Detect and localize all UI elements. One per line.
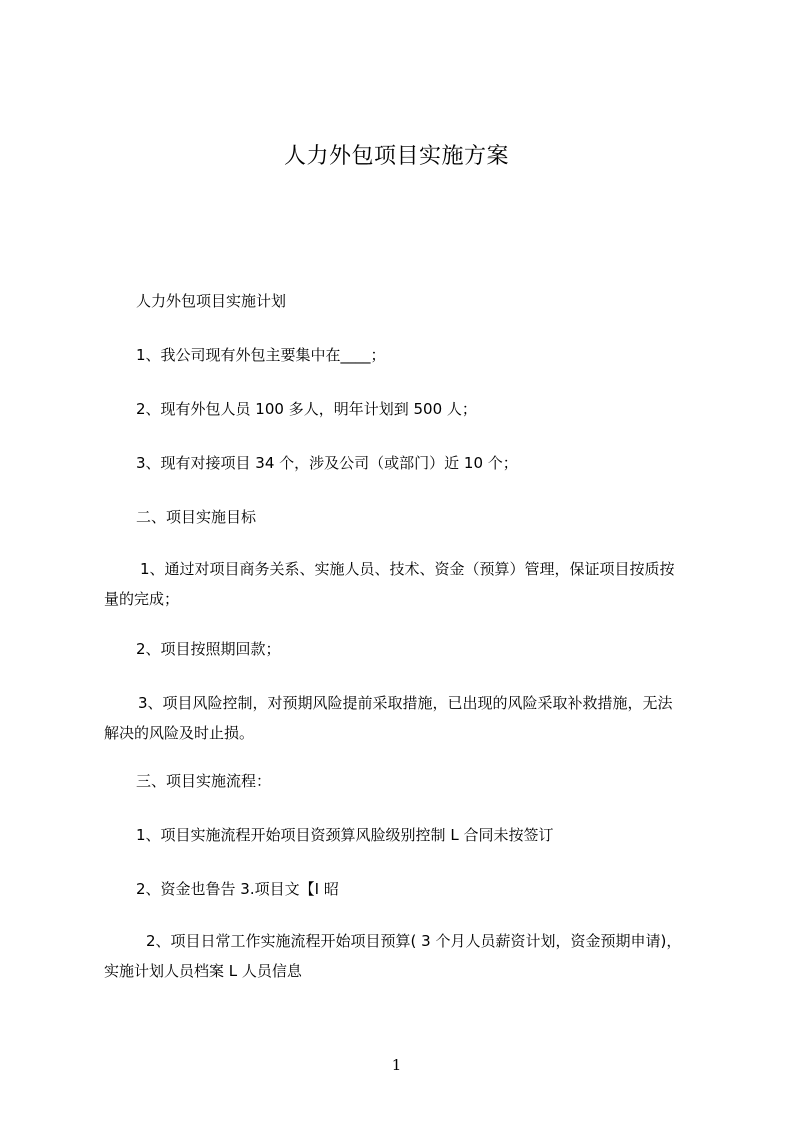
section-heading-process bbox=[136, 766, 726, 796]
section-heading-goals bbox=[136, 502, 726, 532]
paragraph-line: 实施计划人员档案 L 人员信息 bbox=[104, 962, 302, 980]
paragraph-line: 量的完成； bbox=[104, 590, 180, 608]
paragraph-process-1 bbox=[136, 820, 726, 850]
document-title: 人力外包项目实施方案 bbox=[283, 144, 509, 169]
paragraph-line: 人力外包项目实施计划 bbox=[136, 292, 287, 310]
paragraph-process-2 bbox=[136, 874, 726, 904]
paragraph-line: 2、项目按照期回款； bbox=[136, 640, 281, 658]
paragraph-line: 三、项目实施流程： bbox=[136, 772, 272, 790]
paragraph-line: 1、项目实施流程开始项目资颈算风脸级别控制 L 合同未按签订 bbox=[136, 826, 554, 844]
paragraph-line: 解决的风险及时止损。 bbox=[104, 724, 255, 742]
paragraph-line: 2、项目日常工作实施流程开始项目预算( 3 个月人员薪资计划，资金预期申请)， bbox=[146, 932, 682, 950]
page-number: 1 bbox=[391, 1056, 402, 1074]
paragraph-line: 3、项目风险控制，对预期风险提前采取措施，已出现的风险采取补救措施，无法 bbox=[138, 694, 673, 712]
paragraph-process-daily bbox=[104, 926, 694, 986]
paragraph-line: 3、现有对接项目 34 个，涉及公司（或部门）近 10 个； bbox=[136, 454, 518, 472]
paragraph-goal-2 bbox=[136, 634, 726, 664]
paragraph-goal-3 bbox=[104, 688, 694, 748]
paragraph-line: 2、现有外包人员 100 多人，明年计划到 500 人； bbox=[136, 400, 477, 418]
paragraph-item-3 bbox=[136, 448, 726, 478]
paragraph-line: 二、项目实施目标 bbox=[136, 508, 257, 526]
paragraph-goal-1 bbox=[104, 554, 694, 614]
paragraph-line: 1、通过对项目商务关系、实施人员、技术、资金（预算）管理，保证项目按质按 bbox=[140, 560, 675, 578]
paragraph-line: 2、资金也鲁告 3.项目文【I 昭 bbox=[136, 880, 339, 898]
paragraph-item-2 bbox=[136, 394, 726, 424]
paragraph-item-1 bbox=[136, 340, 726, 370]
paragraph-plan-heading bbox=[136, 286, 726, 316]
paragraph-line: 1、我公司现有外包主要集中在____； bbox=[136, 346, 386, 364]
